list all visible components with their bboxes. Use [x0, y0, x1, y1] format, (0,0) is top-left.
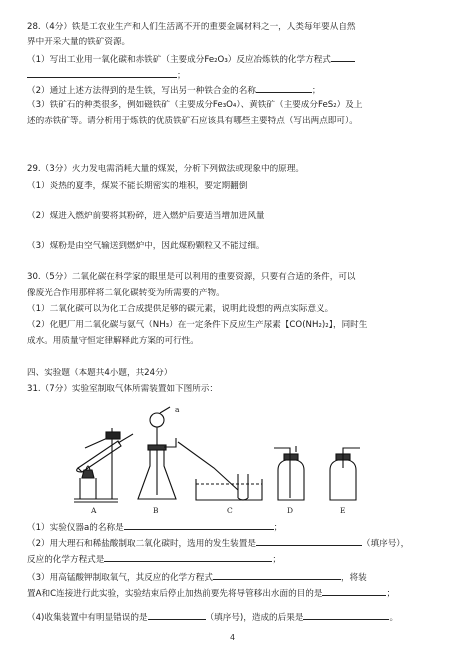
q28-stem-line2: 界中开采大量的铁矿资源。: [27, 37, 131, 47]
q29-part1: （1）炎热的夏季，煤炭不能长期密实的堆积，要定期翻倒: [27, 181, 248, 191]
answer-blank[interactable]: [148, 611, 206, 620]
label-apparatus-e: E: [340, 506, 346, 515]
q30-part1: （1）二氧化碳可以为化工合成提供足够的碳元素，说明此设想的两点实际意义。: [27, 304, 334, 314]
label-apparatus-c: C: [227, 506, 233, 515]
q28-part3-line2: 述的赤铁矿等。请分析用于炼铁的优质铁矿石应该具有哪些主要特点（写出两点即可）。: [27, 116, 358, 126]
q28-part1-answer: ；: [27, 69, 447, 82]
q29-part3: （3）煤粉是由空气输送到燃炉中，因此煤粉颗粒又不能过细。: [27, 241, 265, 251]
q28-part3-line1: （3）铁矿石的种类很多，例如磁铁矿（主要成分Fe₃O₄）、黄铁矿（主要成分FeS₂）及上: [27, 100, 363, 110]
page-number: 4: [229, 633, 236, 642]
apparatus-d-drawing: [274, 446, 304, 500]
label-apparatus-a: A: [91, 506, 97, 515]
q28-part1: （1）写出工业用一氧化碳和赤铁矿（主要成分Fe₂O₃）反应冶炼铁的化学方程式: [27, 53, 447, 66]
answer-blank[interactable]: [303, 611, 389, 620]
apparatus-c-drawing: [178, 442, 262, 500]
q29-stem: 29.（3分）火力发电需消耗大量的煤炭，分析下列做法或现象中的原理。: [27, 164, 304, 174]
answer-blank[interactable]: [213, 571, 341, 580]
q31-part3-line1: （3）用高锰酸钾制取氧气，其反应的化学方程式 ，将装: [27, 573, 367, 583]
q29-part2: （2）煤进入燃炉前要将其粉碎，进入燃炉后要适当增加进风量: [27, 211, 265, 221]
q31-stem: 31.（7分）实验室制取气体所需装置如下图所示：: [27, 384, 219, 394]
q31-part3-line2: 置A和C连接进行此实验，实验结束后停止加热前要先将导管移出水面的目的是 ；: [27, 589, 396, 599]
apparatus-e-drawing: [330, 448, 360, 500]
q31-part2-line2: 反应的化学方程式是 ；: [27, 555, 281, 565]
apparatus-b-drawing: [138, 407, 176, 499]
section-title: 四、实验题（本题共4小题，共24分）: [27, 368, 173, 378]
label-apparatus-d: D: [287, 506, 294, 515]
answer-blank[interactable]: [256, 537, 362, 546]
label-apparatus-b: B: [153, 506, 159, 515]
answer-blank[interactable]: [322, 587, 386, 596]
q30-stem-line2: 像废光合作用那样将二氧化碳转变为所需要的产物。: [27, 288, 225, 298]
q30-stem-line1: 30.（5分）二氧化碳在科学家的眼里是可以利用的重要资源，只要有合适的条件，可以: [27, 272, 356, 282]
answer-blank[interactable]: [104, 553, 272, 562]
answer-blank[interactable]: [124, 521, 274, 530]
q28-stem-line1: 28.（4分）铁是工农业生产和人们生活离不开的重要金属材料之一，人类每年要从自然: [27, 22, 356, 32]
q30-part2-line1: （2）化肥厂用二氧化碳与氨气（NH₃）在一定条件下反应生产尿素【CO(NH₂)₂】，同时生: [27, 320, 368, 330]
fig-label-a: a: [175, 405, 180, 414]
apparatus-a-drawing: [74, 428, 133, 502]
q30-part2-line2: 成水。用质量守恒定律解释此方案的可行性。: [27, 336, 199, 346]
q28-part2: （2）通过上述方法得到的是生铁，写出另一种铁合金的名称 ；: [27, 86, 321, 96]
q31-part4: （4)收集装置中有明显错误的是 （填序号)，造成的后果是 。: [27, 613, 399, 623]
q31-part2-line1: （2）用大理石和稀盐酸制取二氧化碳时，选用的发生装置是 （填序号），: [27, 539, 410, 549]
q31-part1: （1）实验仪器a的名称是 ；: [27, 523, 283, 533]
